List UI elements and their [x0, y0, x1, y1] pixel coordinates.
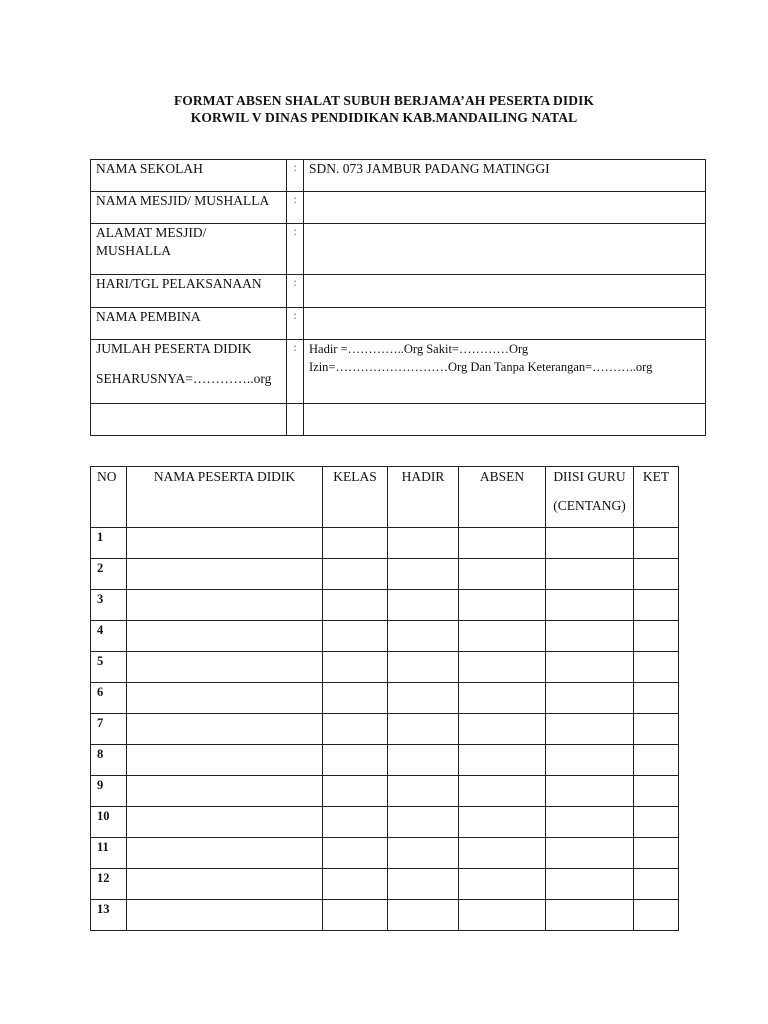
- table-row: [91, 900, 679, 931]
- check-cell[interactable]: [546, 869, 634, 900]
- row-number: 6: [91, 683, 127, 714]
- info-row: [91, 224, 706, 275]
- student-name-cell[interactable]: [127, 776, 323, 807]
- info-row-empty: [91, 404, 706, 436]
- mosque-address-field[interactable]: [304, 224, 706, 275]
- student-name-cell[interactable]: [127, 869, 323, 900]
- table-row: [91, 714, 679, 745]
- absen-cell[interactable]: [459, 776, 546, 807]
- kelas-cell[interactable]: [323, 838, 388, 869]
- check-cell[interactable]: [546, 590, 634, 621]
- ket-cell[interactable]: [634, 714, 679, 745]
- header-diisi-guru: [546, 467, 634, 528]
- absen-cell[interactable]: [459, 869, 546, 900]
- hadir-cell[interactable]: [388, 683, 459, 714]
- absen-cell[interactable]: [459, 745, 546, 776]
- summary-line: Izin=………………………Org Dan Tanpa Keterangan=………..org: [309, 360, 653, 374]
- ket-cell[interactable]: [634, 590, 679, 621]
- table-row: [91, 745, 679, 776]
- hadir-cell[interactable]: [388, 776, 459, 807]
- info-row: [91, 160, 706, 192]
- ket-cell[interactable]: [634, 652, 679, 683]
- table-row: [91, 776, 679, 807]
- kelas-cell[interactable]: [323, 528, 388, 559]
- info-row: [91, 192, 706, 224]
- header-row: [91, 467, 679, 528]
- header-kelas: KELAS: [323, 467, 388, 528]
- table-row: [91, 869, 679, 900]
- info-label: NAMA SEKOLAH: [91, 160, 287, 192]
- ket-cell[interactable]: [634, 528, 679, 559]
- row-number: 11: [91, 838, 127, 869]
- header-no: NO: [91, 467, 127, 528]
- empty-cell[interactable]: [91, 404, 287, 436]
- info-row: [91, 275, 706, 308]
- kelas-cell[interactable]: [323, 900, 388, 931]
- student-name-cell[interactable]: [127, 652, 323, 683]
- kelas-cell[interactable]: [323, 714, 388, 745]
- check-cell[interactable]: [546, 652, 634, 683]
- row-number: 13: [91, 900, 127, 931]
- row-number: 8: [91, 745, 127, 776]
- summary-line: Hadir =…………..Org Sakit=…………Org: [309, 342, 529, 356]
- student-name-cell[interactable]: [127, 714, 323, 745]
- attendance-table: [90, 466, 679, 931]
- row-number: 1: [91, 528, 127, 559]
- student-name-cell[interactable]: [127, 683, 323, 714]
- absen-cell[interactable]: [459, 559, 546, 590]
- header-absen: ABSEN: [459, 467, 546, 528]
- separator: :: [287, 160, 304, 192]
- absen-cell[interactable]: [459, 621, 546, 652]
- ket-cell[interactable]: [634, 807, 679, 838]
- check-cell[interactable]: [546, 838, 634, 869]
- student-name-cell[interactable]: [127, 900, 323, 931]
- attendance-summary: [304, 340, 706, 404]
- hadir-cell[interactable]: [388, 652, 459, 683]
- row-number: 7: [91, 714, 127, 745]
- info-row: [91, 340, 706, 404]
- row-number: 5: [91, 652, 127, 683]
- label-line: ALAMAT MESJID/: [96, 225, 207, 240]
- absen-cell[interactable]: [459, 528, 546, 559]
- check-cell[interactable]: [546, 714, 634, 745]
- ket-cell[interactable]: [634, 683, 679, 714]
- header-hadir: HADIR: [388, 467, 459, 528]
- header-name: NAMA PESERTA DIDIK: [127, 467, 323, 528]
- label-line: MUSHALLA: [96, 243, 172, 258]
- info-label: [91, 224, 287, 275]
- hadir-cell[interactable]: [388, 714, 459, 745]
- kelas-cell[interactable]: [323, 559, 388, 590]
- supervisor-name-field[interactable]: [304, 308, 706, 340]
- check-cell[interactable]: [546, 745, 634, 776]
- header-line: DIISI GURU: [553, 469, 626, 484]
- table-row: [91, 838, 679, 869]
- kelas-cell[interactable]: [323, 745, 388, 776]
- table-row: [91, 683, 679, 714]
- ket-cell[interactable]: [634, 900, 679, 931]
- kelas-cell[interactable]: [323, 807, 388, 838]
- separator: :: [287, 192, 304, 224]
- label-line: SEHARUSNYA=…………..org: [96, 371, 272, 386]
- empty-cell[interactable]: [304, 404, 706, 436]
- info-label: HARI/TGL PELAKSANAAN: [91, 275, 287, 308]
- empty-cell: [287, 404, 304, 436]
- student-name-cell[interactable]: [127, 621, 323, 652]
- student-name-cell[interactable]: [127, 559, 323, 590]
- table-row: [91, 807, 679, 838]
- check-cell[interactable]: [546, 528, 634, 559]
- check-cell[interactable]: [546, 559, 634, 590]
- absen-cell[interactable]: [459, 838, 546, 869]
- hadir-cell[interactable]: [388, 869, 459, 900]
- table-row: [91, 652, 679, 683]
- ket-cell[interactable]: [634, 776, 679, 807]
- info-label: NAMA PEMBINA: [91, 308, 287, 340]
- student-name-cell[interactable]: [127, 745, 323, 776]
- student-name-cell[interactable]: [127, 838, 323, 869]
- info-row: [91, 308, 706, 340]
- hadir-cell[interactable]: [388, 528, 459, 559]
- ket-cell[interactable]: [634, 559, 679, 590]
- row-number: 9: [91, 776, 127, 807]
- label-line: JUMLAH PESERTA DIDIK: [96, 341, 252, 356]
- ket-cell[interactable]: [634, 869, 679, 900]
- header-ket: KET: [634, 467, 679, 528]
- absen-cell[interactable]: [459, 807, 546, 838]
- table-row: [91, 559, 679, 590]
- hadir-cell[interactable]: [388, 838, 459, 869]
- hadir-cell[interactable]: [388, 590, 459, 621]
- form-title: FORMAT ABSEN SHALAT SUBUH BERJAMA’AH PESERTA DIDIK: [173, 93, 595, 108]
- separator: :: [287, 340, 304, 404]
- hadir-cell[interactable]: [388, 745, 459, 776]
- school-info-table: [90, 159, 706, 436]
- absen-cell[interactable]: [459, 714, 546, 745]
- student-name-cell[interactable]: [127, 590, 323, 621]
- check-cell[interactable]: [546, 621, 634, 652]
- separator: :: [287, 275, 304, 308]
- kelas-cell[interactable]: [323, 776, 388, 807]
- date-field[interactable]: [304, 275, 706, 308]
- mosque-name-field[interactable]: [304, 192, 706, 224]
- table-row: [91, 528, 679, 559]
- student-name-cell[interactable]: [127, 807, 323, 838]
- check-cell[interactable]: [546, 900, 634, 931]
- check-cell[interactable]: [546, 807, 634, 838]
- form-subtitle: KORWIL V DINAS PENDIDIKAN KAB.MANDAILING NATAL: [190, 110, 578, 125]
- table-row: [91, 621, 679, 652]
- row-number: 12: [91, 869, 127, 900]
- info-label: [91, 340, 287, 404]
- hadir-cell[interactable]: [388, 900, 459, 931]
- table-row: [91, 590, 679, 621]
- kelas-cell[interactable]: [323, 683, 388, 714]
- absen-cell[interactable]: [459, 652, 546, 683]
- hadir-cell[interactable]: [388, 807, 459, 838]
- kelas-cell[interactable]: [323, 652, 388, 683]
- school-name-value: SDN. 073 JAMBUR PADANG MATINGGI: [304, 160, 706, 192]
- separator: :: [287, 224, 304, 275]
- ket-cell[interactable]: [634, 621, 679, 652]
- row-number: 2: [91, 559, 127, 590]
- check-cell[interactable]: [546, 776, 634, 807]
- absen-cell[interactable]: [459, 590, 546, 621]
- kelas-cell[interactable]: [323, 621, 388, 652]
- ket-cell[interactable]: [634, 745, 679, 776]
- separator: :: [287, 308, 304, 340]
- student-name-cell[interactable]: [127, 528, 323, 559]
- check-cell[interactable]: [546, 683, 634, 714]
- hadir-cell[interactable]: [388, 559, 459, 590]
- row-number: 3: [91, 590, 127, 621]
- info-label: NAMA MESJID/ MUSHALLA: [91, 192, 287, 224]
- ket-cell[interactable]: [634, 838, 679, 869]
- kelas-cell[interactable]: [323, 590, 388, 621]
- row-number: 10: [91, 807, 127, 838]
- header-line: (CENTANG): [553, 498, 626, 513]
- absen-cell[interactable]: [459, 900, 546, 931]
- absen-cell[interactable]: [459, 683, 546, 714]
- row-number: 4: [91, 621, 127, 652]
- kelas-cell[interactable]: [323, 869, 388, 900]
- hadir-cell[interactable]: [388, 621, 459, 652]
